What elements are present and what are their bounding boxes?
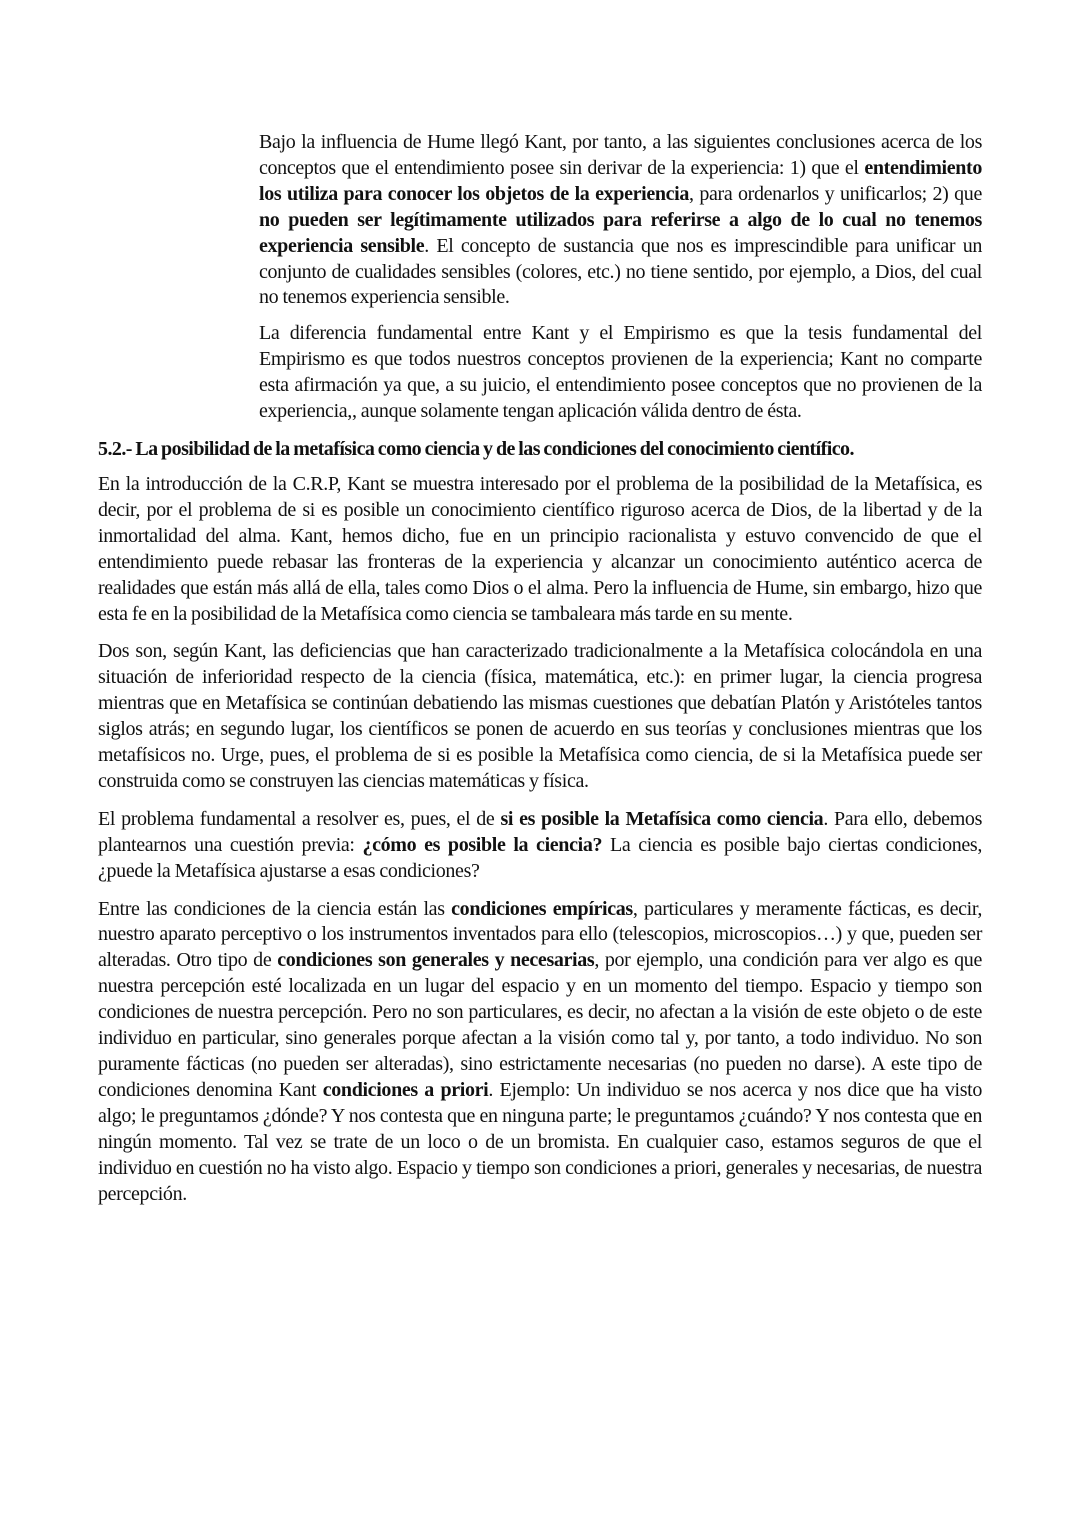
bold-run: condiciones son generales y necesarias	[277, 949, 595, 972]
text-run: . El concepto de sustancia que nos es imprescindible para unificar un conjunto de cualidades sensibles (colores, etc.) no tiene sentido, por ejemplo, a Dios, del cual no tenemos experiencia sensible.	[259, 234, 982, 309]
text-run: , por ejemplo, una condición para ver algo es que nuestra percepción esté localizada en un lugar del espacio y en un momento del tiempo. Espacio y tiempo son condiciones de nuestra percepción. Pero no son particulares, es decir, no afectan a la visión de este objeto o de este individuo en particular, sino generales porque afectan a la visión como tal y, por tanto, a todo individuo. No son puramente fácticas (no pueden ser alteradas), sino estrictamente necesarias (no pueden no darse). A este tipo de condiciones denomina Kant	[98, 949, 982, 1101]
section-heading: 5.2.- La posibilidad de la metafísica como ciencia y de las condiciones del conocimiento científico.	[98, 437, 854, 460]
text-run: La diferencia fundamental entre Kant y el Empirismo es que la tesis fundamental del Empirismo es que todos nuestros conceptos provienen de la experiencia; Kant no comparte esta afirmación ya que, a su juicio, el entendimiento posee conceptos que no provienen de la experiencia,, aunque solamente tengan aplicación válida dentro de ésta.	[259, 322, 982, 423]
text-run: , para ordenarlos y unificarlos; 2) que	[689, 182, 982, 205]
text-run: . Para ello, debemos plantearnos una cuestión previa:	[98, 807, 982, 856]
quote-paragraph-1	[259, 130, 982, 311]
bold-run: no pueden ser legítimamente utilizados para referirse a algo de lo cual no tenemos experiencia sensible	[259, 208, 982, 257]
bold-run: si es posible la Metafísica como ciencia	[500, 807, 824, 830]
text-run: En la introducción de la C.R.P, Kant se muestra interesado por el problema de la posibilidad de la Metafísica, es decir, por el problema de si es posible un conocimiento científico riguroso acerca de Dios, de la libertad y de la inmortalidad del alma. Kant, hemos dicho, fue en un principio racionalista y estuvo convencido de que el entendimiento puede rebasar las fronteras de la experiencia y alcanzar un conocimiento auténtico acerca de realidades que están más allá de ella, tales como Dios o el alma. Pero la influencia de Hume, sin embargo, hizo que esta fe en la posibilidad de la Metafísica como ciencia se tambaleara más tarde en su mente.	[98, 472, 982, 625]
body-paragraph-3	[98, 807, 982, 885]
bold-run: ¿cómo es posible la ciencia?	[362, 833, 603, 856]
quote-paragraph-2	[259, 321, 982, 425]
body-paragraph-2	[98, 639, 982, 794]
text-run: , particulares y meramente fácticas, es decir, nuestro aparato perceptivo o los instrumentos inventados para ello (telescopios, microscopios…) y que, pueden ser alteradas. Otro tipo de	[98, 897, 982, 972]
text-run: Bajo la influencia de Hume llegó Kant, por tanto, a las siguientes conclusiones acerca de los conceptos que el entendimiento posee sin derivar de la experiencia: 1) que el	[259, 131, 982, 179]
text-run: Entre las condiciones de la ciencia están las	[98, 897, 452, 920]
bold-run: condiciones a priori	[322, 1078, 489, 1101]
text-run: . Ejemplo: Un individuo se nos acerca y nos dice que ha visto algo; le preguntamos ¿dónde? Y nos contesta que en ninguna parte; le preguntamos ¿cuándo? Y nos contesta que en ningún momento. Tal vez se trate de un loco o de un bromista. En cualquier caso, estamos seguros de que el individuo en cuestión no ha visto algo. Espacio y tiempo son condiciones a priori, generales y necesarias, de nuestra percepción.	[98, 1078, 982, 1205]
body-paragraph-4	[98, 897, 982, 1208]
text-run: Dos son, según Kant, las deficiencias que han caracterizado tradicionalmente a la Metafísica colocándola en una situación de inferioridad respecto de la ciencia (física, matemática, etc.): en primer lugar, la ciencia progresa mientras que en Metafísica se continúan debatiendo las mismas cuestiones que debatían Platón y Aristóteles tantos siglos atrás; en segundo lugar, los científicos se ponen de acuerdo en sus teorías y conclusiones mientras que los metafísicos no. Urge, pues, el problema de si es posible la Metafísica como ciencia, de si la Metafísica puede ser construida como se construyen las ciencias matemáticas y física.	[98, 640, 982, 792]
text-run: El problema fundamental a resolver es, pues, el de	[98, 807, 501, 830]
bold-run: condiciones empíricas	[451, 897, 633, 920]
bold-run: entendimiento los utiliza para conocer los objetos de la experiencia	[259, 156, 982, 205]
body-paragraph-1	[98, 472, 982, 627]
page-content	[98, 130, 982, 1207]
text-run: La ciencia es posible bajo ciertas condiciones, ¿puede la Metafísica ajustarse a esas condiciones?	[98, 833, 983, 882]
